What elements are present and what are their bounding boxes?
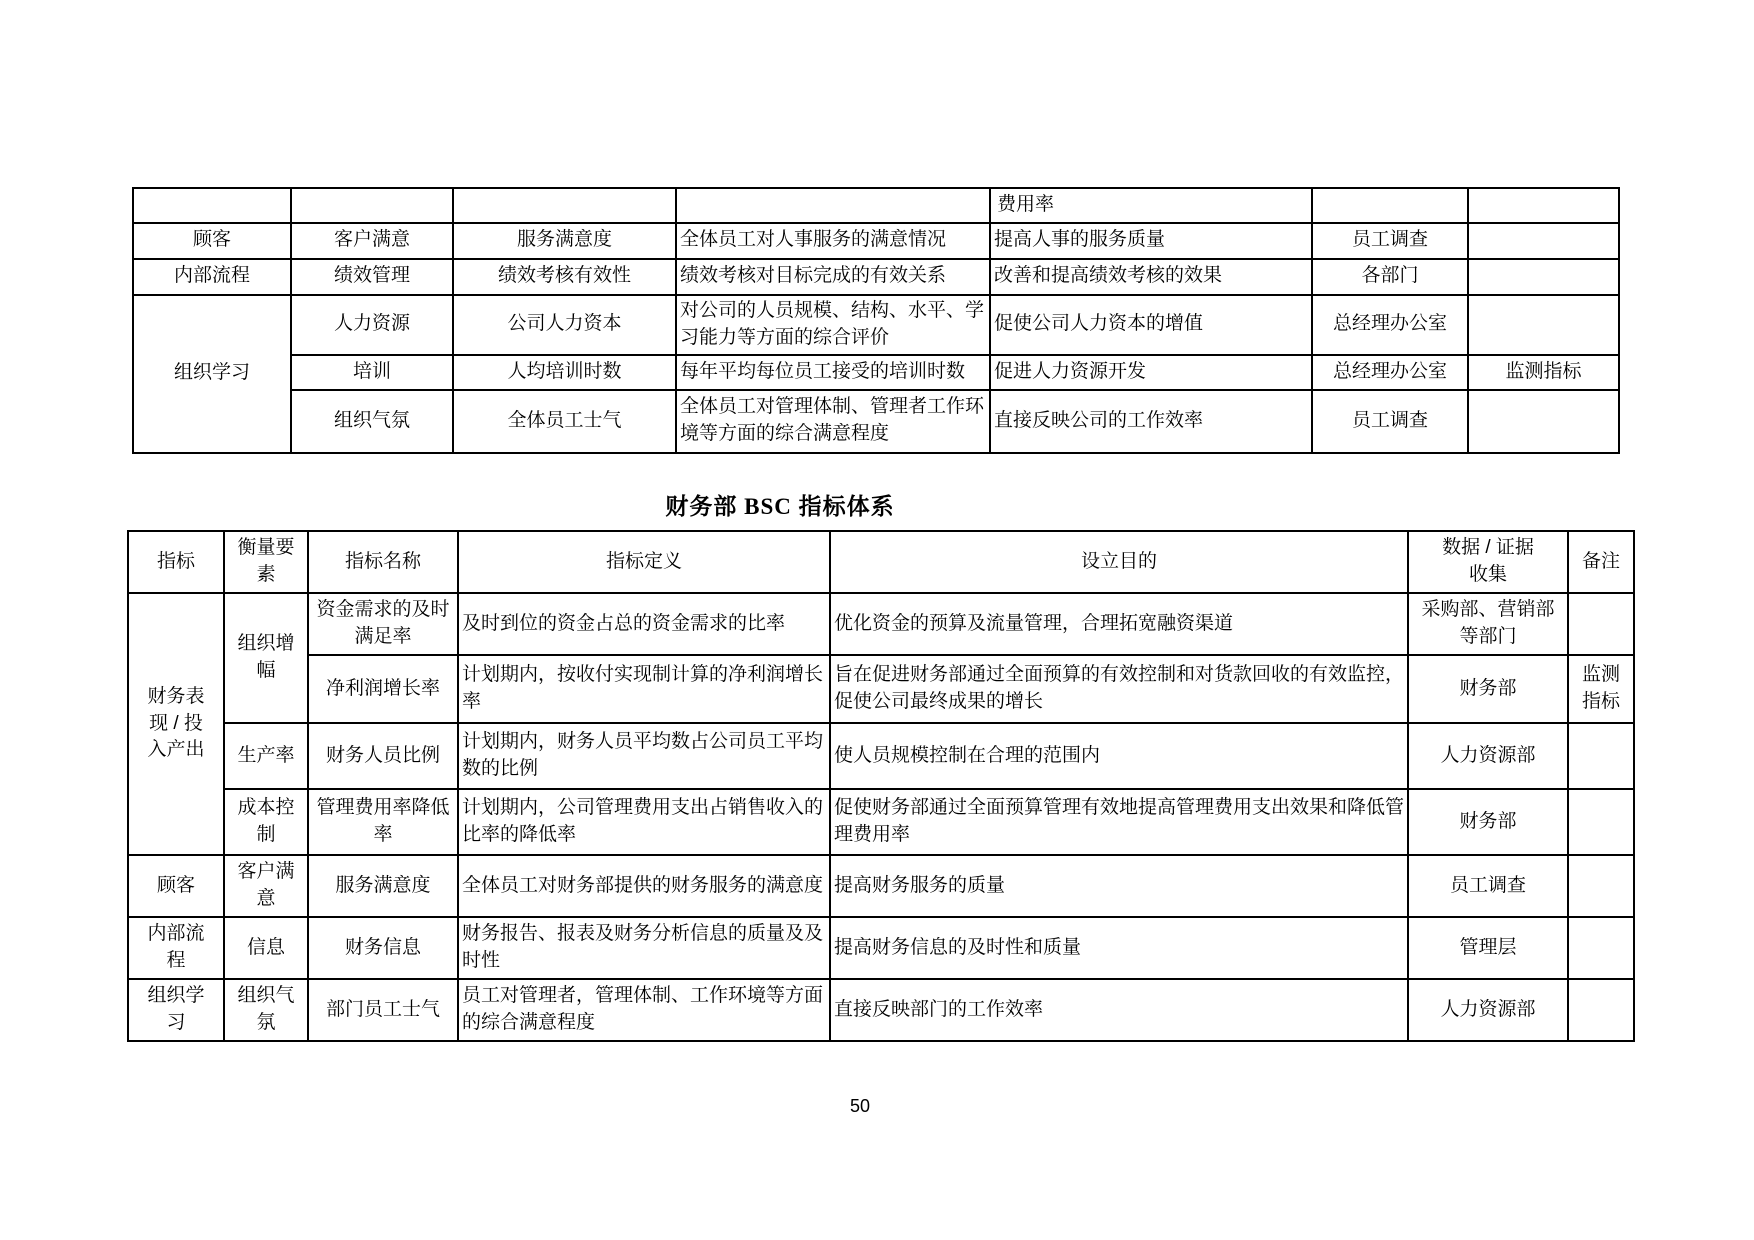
cell-name: 管理费用率降低率 xyxy=(308,789,458,855)
cell-perspective: 财务表现 / 投入产出 xyxy=(128,593,224,855)
cell-purpose: 旨在促进财务部通过全面预算的有效控制和对货款回收的有效监控，促使公司最终成果的增长 xyxy=(830,655,1408,723)
cell-source: 采购部、营销部等部门 xyxy=(1408,593,1568,655)
cell-note xyxy=(1568,593,1634,655)
cell-purpose: 提高财务信息的及时性和质量 xyxy=(830,917,1408,979)
cell-note xyxy=(1568,789,1634,855)
table-row xyxy=(133,295,1619,355)
table-row xyxy=(128,979,1634,1041)
cell-source: 总经理办公室 xyxy=(1312,355,1468,390)
cell-name: 财务信息 xyxy=(308,917,458,979)
header-source: 数据 / 证据收集 xyxy=(1408,531,1568,593)
cell-element xyxy=(291,188,453,223)
header-definition: 指标定义 xyxy=(458,531,830,593)
header-purpose: 设立目的 xyxy=(830,531,1408,593)
cell-definition: 对公司的人员规模、结构、水平、学习能力等方面的综合评价 xyxy=(676,295,990,355)
cell-element: 生产率 xyxy=(224,723,308,789)
cell-source: 各部门 xyxy=(1312,259,1468,295)
cell-definition: 全体员工对管理体制、管理者工作环境等方面的综合满意程度 xyxy=(676,390,990,453)
cell-element: 成本控制 xyxy=(224,789,308,855)
cell-perspective: 内部流程 xyxy=(128,917,224,979)
cell-definition: 计划期内，财务人员平均数占公司员工平均数的比例 xyxy=(458,723,830,789)
cell-source: 管理层 xyxy=(1408,917,1568,979)
cell-note xyxy=(1468,295,1619,355)
cell-source: 员工调查 xyxy=(1312,390,1468,453)
cell-definition: 财务报告、报表及财务分析信息的质量及及时性 xyxy=(458,917,830,979)
cell-name: 公司人力资本 xyxy=(453,295,676,355)
cell-purpose: 直接反映公司的工作效率 xyxy=(990,390,1312,453)
cell-definition: 计划期内，按收付实现制计算的净利润增长率 xyxy=(458,655,830,723)
cell-name: 绩效考核有效性 xyxy=(453,259,676,295)
table-row xyxy=(128,789,1634,855)
cell-category: 顾客 xyxy=(133,223,291,259)
table-row xyxy=(133,223,1619,259)
table-row xyxy=(128,593,1634,655)
cell-definition: 绩效考核对目标完成的有效关系 xyxy=(676,259,990,295)
cell-definition: 全体员工对财务部提供的财务服务的满意度 xyxy=(458,855,830,917)
cell-perspective: 组织学习 xyxy=(128,979,224,1041)
cell-name: 净利润增长率 xyxy=(308,655,458,723)
hr-bsc-table xyxy=(132,187,1620,454)
cell-note xyxy=(1568,979,1634,1041)
cell-source: 员工调查 xyxy=(1312,223,1468,259)
cell-purpose: 改善和提高绩效考核的效果 xyxy=(990,259,1312,295)
cell-note: 监测指标 xyxy=(1468,355,1619,390)
cell-name: 全体员工士气 xyxy=(453,390,676,453)
cell-purpose: 优化资金的预算及流量管理，合理拓宽融资渠道 xyxy=(830,593,1408,655)
cell-note xyxy=(1568,917,1634,979)
page-number: 50 xyxy=(849,1096,871,1116)
cell-source xyxy=(1312,188,1468,223)
header-perspective: 指标 xyxy=(128,531,224,593)
cell-element: 客户满意 xyxy=(224,855,308,917)
table-row xyxy=(128,917,1634,979)
cell-definition: 员工对管理者，管理体制、工作环境等方面的综合满意程度 xyxy=(458,979,830,1041)
cell-element: 培训 xyxy=(291,355,453,390)
cell-source: 人力资源部 xyxy=(1408,979,1568,1041)
finance-bsc-table xyxy=(127,530,1635,1042)
table-row xyxy=(128,655,1634,723)
cell-definition: 计划期内，公司管理费用支出占销售收入的比率的降低率 xyxy=(458,789,830,855)
cell-note xyxy=(1468,188,1619,223)
cell-element: 信息 xyxy=(224,917,308,979)
table-header-row xyxy=(128,531,1634,593)
cell-category: 内部流程 xyxy=(133,259,291,295)
cell-source: 财务部 xyxy=(1408,789,1568,855)
cell-note xyxy=(1568,855,1634,917)
cell-name: 人均培训时数 xyxy=(453,355,676,390)
cell-note xyxy=(1468,223,1619,259)
cell-purpose: 促使公司人力资本的增值 xyxy=(990,295,1312,355)
cell-definition: 每年平均每位员工接受的培训时数 xyxy=(676,355,990,390)
cell-name: 服务满意度 xyxy=(453,223,676,259)
cell-purpose: 使人员规模控制在合理的范围内 xyxy=(830,723,1408,789)
cell-purpose: 提高财务服务的质量 xyxy=(830,855,1408,917)
cell-definition xyxy=(676,188,990,223)
cell-purpose-continuation: 费用率 xyxy=(990,188,1312,223)
cell-name: 资金需求的及时满足率 xyxy=(308,593,458,655)
cell-name: 财务人员比例 xyxy=(308,723,458,789)
cell-element: 组织气氛 xyxy=(291,390,453,453)
cell-name: 部门员工士气 xyxy=(308,979,458,1041)
cell-element: 组织气氛 xyxy=(224,979,308,1041)
cell-purpose: 直接反映部门的工作效率 xyxy=(830,979,1408,1041)
cell-definition: 及时到位的资金占总的资金需求的比率 xyxy=(458,593,830,655)
header-note: 备注 xyxy=(1568,531,1634,593)
cell-source: 人力资源部 xyxy=(1408,723,1568,789)
cell-element: 客户满意 xyxy=(291,223,453,259)
cell-purpose: 促使财务部通过全面预算管理有效地提高管理费用支出效果和降低管理费用率 xyxy=(830,789,1408,855)
table-row xyxy=(133,390,1619,453)
cell-purpose: 提高人事的服务质量 xyxy=(990,223,1312,259)
cell-note xyxy=(1568,723,1634,789)
cell-element: 人力资源 xyxy=(291,295,453,355)
cell-name: 服务满意度 xyxy=(308,855,458,917)
cell-purpose: 促进人力资源开发 xyxy=(990,355,1312,390)
table-row xyxy=(128,723,1634,789)
cell-source: 财务部 xyxy=(1408,655,1568,723)
cell-source: 总经理办公室 xyxy=(1312,295,1468,355)
header-name: 指标名称 xyxy=(308,531,458,593)
table-row xyxy=(133,188,1619,223)
page-title: 财务部 BSC 指标体系 xyxy=(665,494,895,519)
cell-definition: 全体员工对人事服务的满意情况 xyxy=(676,223,990,259)
table-row xyxy=(133,259,1619,295)
cell-element: 绩效管理 xyxy=(291,259,453,295)
cell-category xyxy=(133,188,291,223)
cell-element: 组织增幅 xyxy=(224,593,308,723)
cell-name xyxy=(453,188,676,223)
header-element: 衡量要素 xyxy=(224,531,308,593)
cell-perspective: 顾客 xyxy=(128,855,224,917)
table-row xyxy=(133,355,1619,390)
cell-category: 组织学习 xyxy=(133,295,291,453)
cell-note xyxy=(1468,390,1619,453)
cell-note: 监测指标 xyxy=(1568,655,1634,723)
cell-source: 员工调查 xyxy=(1408,855,1568,917)
cell-note xyxy=(1468,259,1619,295)
table-row xyxy=(128,855,1634,917)
